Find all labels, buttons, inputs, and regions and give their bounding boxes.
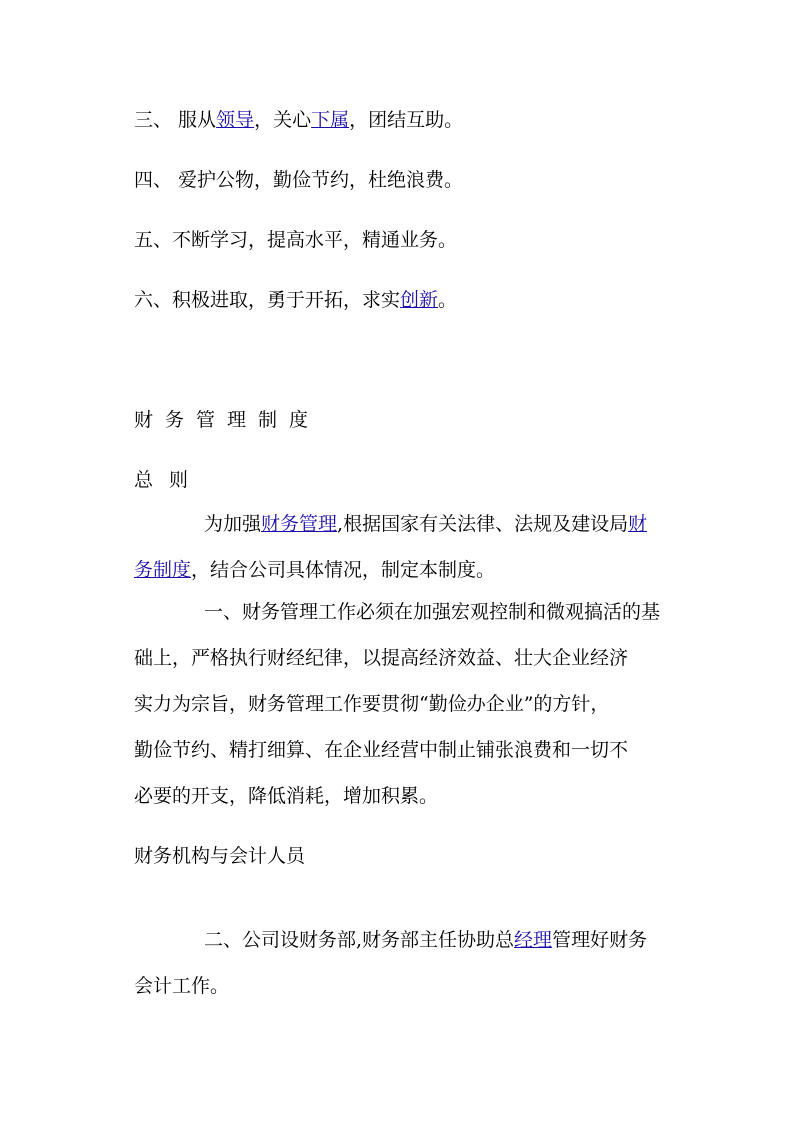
article-1-line-3: 实力为宗旨，财务管理工作要贯彻“勤俭办企业”的方针， — [134, 693, 610, 715]
link-financial-system-part1[interactable]: 财 — [628, 513, 648, 535]
principle-6-prefix: 六、积极进取，勇于开拓，求实 — [134, 289, 401, 311]
article-2 — [134, 917, 662, 1009]
principle-3 — [134, 106, 463, 134]
intro-line-2 — [134, 547, 662, 593]
article-1 — [134, 589, 662, 819]
article-1-line-1: 一、财务管理工作必须在加强宏观控制和微观搞活的基 — [204, 601, 661, 623]
link-financial-system-part2[interactable]: 务制度 — [134, 559, 192, 581]
principle-3-suffix: ，团结互助。 — [349, 109, 464, 131]
article-1-line-4: 勤俭节约、精打细算、在企业经营中制止铺张浪费和一切不 — [134, 739, 629, 761]
principle-6-suffix: 。 — [438, 289, 458, 311]
intro-line-1 — [134, 501, 662, 547]
intro-mid: ,根据国家有关法律、法规及建设局 — [337, 513, 629, 535]
section-title: 财务管理制度 — [134, 409, 321, 431]
principle-3-prefix: 三、 服从 — [134, 109, 217, 131]
link-leadership[interactable]: 领导 — [216, 109, 255, 131]
article-1-line-2: 础上，严格执行财经纪律，以提高经济效益、壮大企业经济 — [134, 647, 629, 669]
article-2-line-1 — [134, 917, 662, 963]
article-1-line-5: 必要的开支，降低消耗，增加积累。 — [134, 785, 439, 807]
article-2-suffix: 管理好财务 — [552, 929, 648, 951]
article-2-prefix: 二、公司设财务部,财务部主任协助总 — [204, 929, 515, 951]
article-2-line-2: 会计工作。 — [134, 975, 230, 997]
principle-6 — [134, 286, 457, 314]
link-subordinates[interactable]: 下属 — [311, 109, 350, 131]
intro-paragraph — [134, 501, 662, 593]
intro-suffix: ，结合公司具体情况，制定本制度。 — [191, 559, 496, 581]
principle-5: 五、不断学习，提高水平，精通业务。 — [134, 229, 458, 251]
organization-heading: 财务机构与会计人员 — [134, 845, 306, 867]
general-heading: 总则 — [134, 469, 205, 491]
link-manager[interactable]: 经理 — [514, 929, 553, 951]
intro-prefix: 为加强 — [204, 513, 262, 535]
link-financial-management[interactable]: 财务管理 — [261, 513, 338, 535]
link-innovation[interactable]: 创新 — [400, 289, 439, 311]
principle-3-mid: ，关心 — [254, 109, 312, 131]
principle-4: 四、 爱护公物，勤俭节约，杜绝浪费。 — [134, 169, 464, 191]
